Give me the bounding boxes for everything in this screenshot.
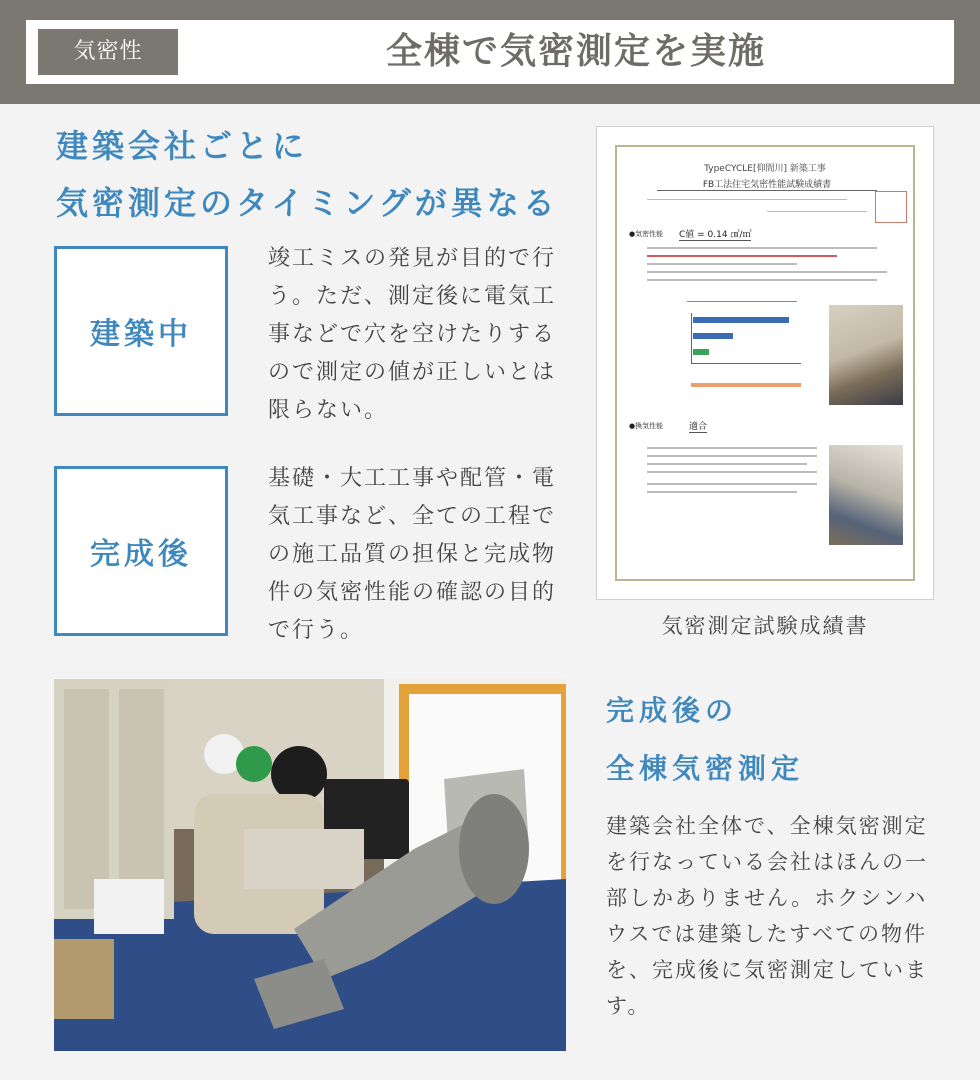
report-text-line: [647, 463, 807, 465]
report-text-line: [647, 263, 797, 265]
report-c-value: C値 = 0.14 ㎠/㎡: [679, 227, 751, 241]
report-section-airtightness: ●気密性能: [629, 230, 664, 238]
report-text-line: [767, 211, 867, 212]
report-text-line: [647, 247, 877, 249]
report-text-line: [647, 483, 817, 485]
headline-line-2: 気密測定のタイミングが異なる: [56, 184, 559, 222]
title-bar: [26, 20, 954, 84]
report-photo-room: [829, 305, 903, 405]
airtightness-test-illustration: [54, 679, 566, 1051]
report-text-line: [647, 447, 817, 449]
timing-box-during-construction: 建築中: [54, 246, 228, 416]
headline-line-1: 建築会社ごとに: [56, 127, 309, 165]
page-title: 全棟で気密測定を実施: [385, 31, 766, 72]
report-chart-arrow: [691, 383, 801, 387]
seal-stamp-icon: [875, 191, 907, 223]
test-report-sheet: [615, 145, 915, 581]
report-chart-bar: [693, 333, 733, 339]
timing-box-after-completion: 完成後: [54, 466, 228, 636]
report-text-line: [647, 455, 817, 457]
report-highlight-line: [647, 255, 837, 257]
timing-description-after-completion: 基礎・大工工事や配管・電気工事など、全ての工程での施工品質の担保と完成物件の気密性能の確認の目的で行う。: [268, 466, 557, 643]
timing-description-during-construction: 竣工ミスの発見が目的で行う。ただ、測定後に電気工事などで穴を空けたりするので測定の値が正しいとは限らない。: [268, 246, 557, 423]
report-text-line: [647, 491, 797, 493]
report-judgement: 適合: [689, 419, 707, 433]
report-chart-axis: [691, 363, 801, 364]
report-chart-axis: [691, 313, 692, 363]
report-chart-bar: [693, 317, 789, 323]
report-chart-bar: [693, 349, 709, 355]
test-report-image: [596, 126, 934, 600]
category-tag: 気密性: [38, 29, 178, 75]
feature-body: 建築会社全体で、全棟気密測定を行なっている会社はほんの一部しかありません。ホクシンハウスでは建築したすべての物件を、完成後に気密測定しています。: [606, 814, 928, 1018]
report-caption: 気密測定試験成績書: [661, 614, 869, 638]
report-section-ventilation: ●換気性能: [629, 422, 664, 430]
report-text-line: [647, 471, 817, 473]
report-photo-measurement: [829, 445, 903, 545]
feature-title-line-2: 全棟気密測定: [606, 752, 805, 785]
feature-title-line-1: 完成後の: [606, 694, 739, 727]
report-title-line-2: FB工法住宅気密性能試験成績書: [657, 177, 877, 191]
airtightness-test-photo: [54, 679, 566, 1051]
report-text-line: [647, 271, 887, 273]
report-text-line: [647, 199, 847, 200]
report-chart-heading-line: [687, 301, 797, 302]
report-text-line: [647, 279, 877, 281]
report-title-line-1: TypeCYCLE[仰間川] 新築工事: [704, 164, 826, 174]
